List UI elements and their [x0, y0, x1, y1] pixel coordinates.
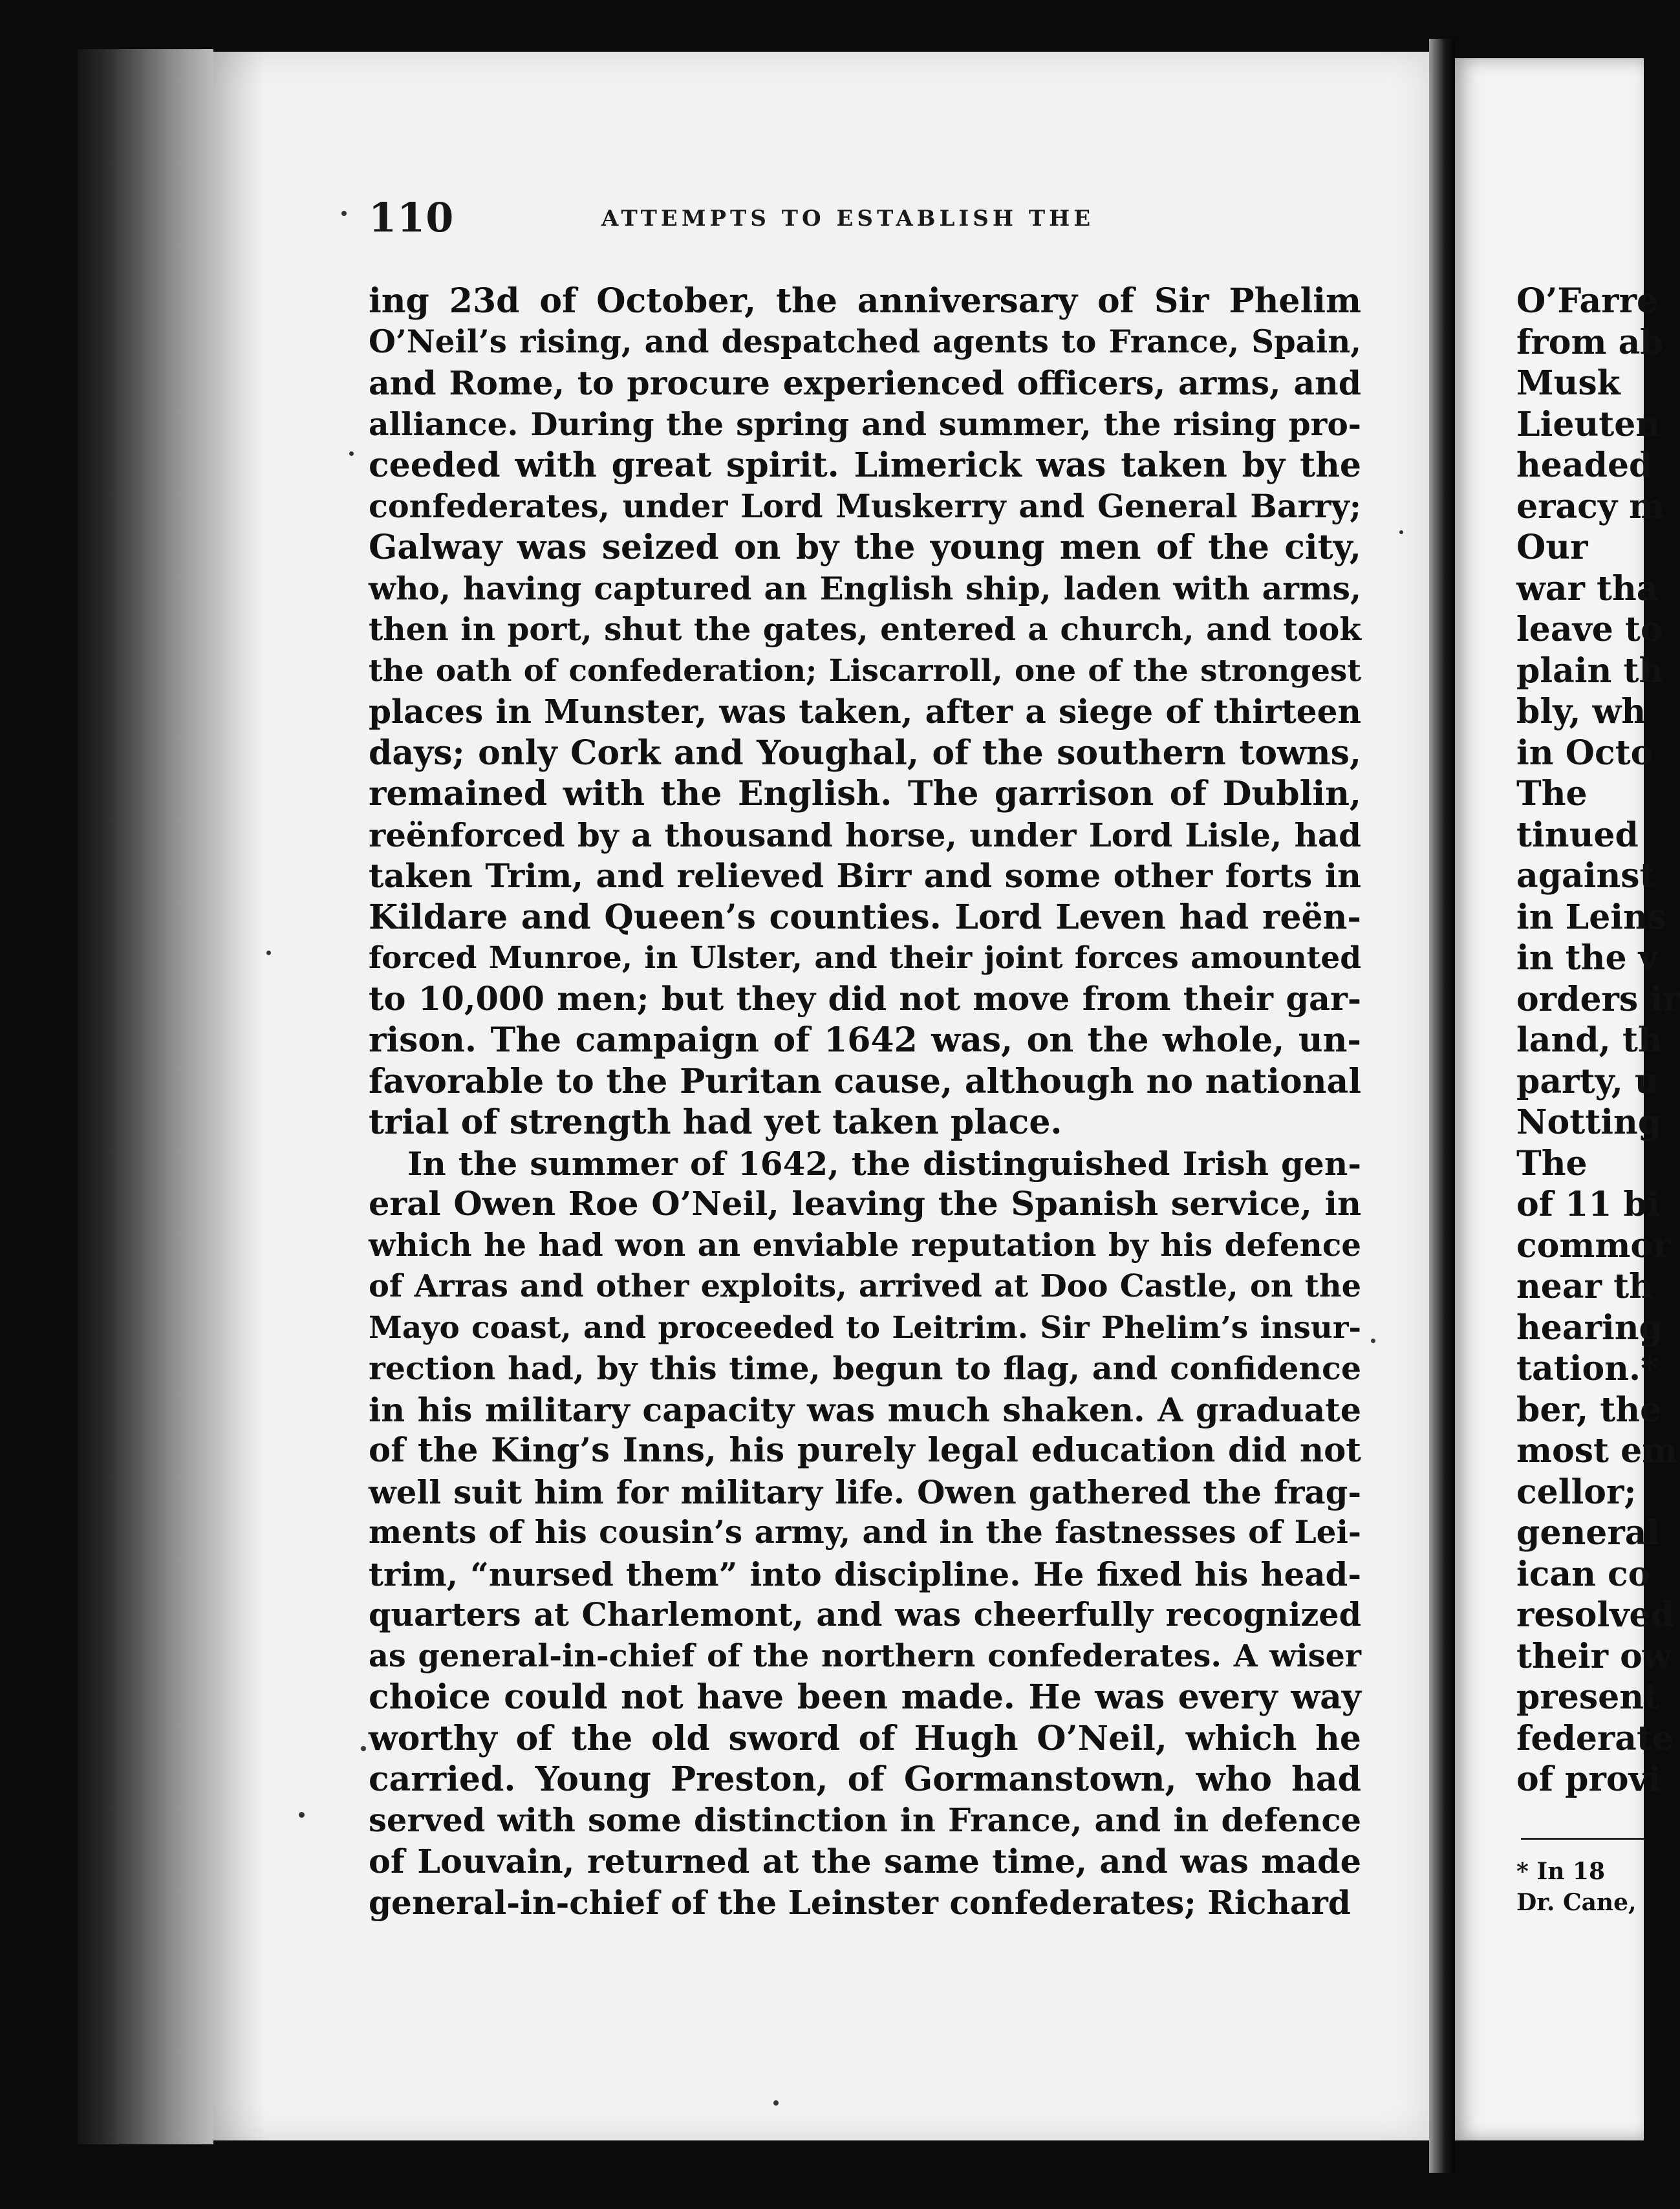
right-page-line: commor: [1516, 1225, 1671, 1266]
right-page-line: tation.*: [1516, 1349, 1659, 1388]
right-page-line: ican co: [1516, 1554, 1651, 1594]
right-page-line: against: [1516, 856, 1655, 896]
text-line: served with some distinction in France, and in defence: [369, 1801, 1361, 1839]
text-line: trial of strength had yet taken place.: [369, 1103, 1062, 1142]
right-page-line: hearing: [1516, 1308, 1663, 1348]
text-line: O’Neil’s rising, and despatched agents to France, Spain,: [369, 323, 1361, 360]
right-page-line: in Leins: [1516, 897, 1667, 937]
right-page-line: ber, the: [1516, 1390, 1662, 1430]
right-page-line: plain th: [1516, 651, 1664, 691]
right-page-line: orders ir: [1516, 979, 1680, 1019]
right-page-line: party, u: [1516, 1061, 1659, 1101]
right-page-line: most em: [1516, 1431, 1678, 1471]
text-line: Mayo coast, and proceeded to Leitrim. Sir Phelim’s insur-: [369, 1309, 1361, 1346]
right-page-line: of 11 bi: [1516, 1185, 1660, 1224]
text-line: trim, “nursed them” into discipline. He fixed his head-: [369, 1555, 1361, 1593]
right-page-footnote-line: Dr. Cane,: [1516, 1889, 1637, 1916]
right-page-line: The: [1516, 774, 1588, 814]
right-page-line: tinued: [1516, 815, 1639, 855]
right-page-line: land, th: [1516, 1020, 1663, 1060]
text-line: confederates, under Lord Muskerry and General Barry;: [369, 487, 1361, 525]
page-number: 110: [369, 194, 455, 241]
text-line: choice could not have been made. He was every way: [369, 1677, 1361, 1717]
text-line: rison. The campaign of 1642 was, on the whole, un-: [369, 1020, 1361, 1060]
text-line: in his military capacity was much shaken. A graduate: [369, 1390, 1361, 1429]
running-head: [369, 194, 1164, 246]
text-line: ing 23d of October, the anniversary of Sir Phelim: [369, 281, 1361, 321]
right-page-line: resolved: [1516, 1595, 1674, 1635]
scan-speck: [341, 211, 347, 216]
right-page-line: near th: [1516, 1267, 1653, 1306]
text-line: general-in-chief of the Leinster confederates; Richard: [369, 1883, 1351, 1922]
text-line: taken Trim, and relieved Birr and some other forts in: [369, 856, 1361, 895]
page-stack-edge: [78, 49, 213, 2144]
right-page-line: Our: [1516, 528, 1588, 567]
text-line: as general-in-chief of the northern confederates. A wiser: [369, 1637, 1361, 1674]
right-page-line: from ab: [1516, 322, 1664, 362]
text-line: well suit him for military life. Owen gathered the frag-: [369, 1472, 1361, 1511]
right-page-line: Musk: [1516, 363, 1621, 403]
text-line: ments of his cousin’s army, and in the fastnesses of Lei-: [369, 1514, 1361, 1551]
right-page-line: leave to: [1516, 610, 1663, 649]
right-page-line: general: [1516, 1513, 1660, 1553]
text-line: eral Owen Roe O’Neil, leaving the Spanish service, in: [369, 1185, 1361, 1223]
text-line: favorable to the Puritan cause, although no national: [369, 1061, 1361, 1101]
book-gutter: [1429, 39, 1455, 2173]
right-page-line: of provi: [1516, 1760, 1661, 1799]
right-page-line: in the v: [1516, 938, 1658, 978]
text-line: alliance. During the spring and summer, the rising pro-: [369, 405, 1361, 443]
text-line: reënforced by a thousand horse, under Lord Lisle, had: [369, 815, 1361, 854]
text-line: In the summer of 1642, the distinguished Irish gen-: [407, 1144, 1361, 1183]
right-page-line: headed: [1516, 446, 1653, 485]
scan-speck: [266, 951, 271, 955]
text-line: quarters at Charlemont, and was cheerfully recognized: [369, 1596, 1361, 1633]
text-line: forced Munroe, in Ulster, and their joint forces amounted: [369, 940, 1361, 976]
text-line: of Louvain, returned at the same time, and was made: [369, 1842, 1361, 1880]
text-line: days; only Cork and Youghal, of the southern towns,: [369, 733, 1361, 773]
text-line: ceeded with great spirit. Limerick was taken by the: [369, 446, 1361, 485]
text-line: the oath of confederation; Liscarroll, one of the strongest: [369, 652, 1361, 689]
text-line: Kildare and Queen’s counties. Lord Leven had reën-: [369, 897, 1361, 937]
right-page-line: O’Farre: [1516, 281, 1659, 321]
scan-speck: [1371, 1339, 1375, 1343]
text-line: who, having captured an English ship, laden with arms,: [369, 569, 1361, 607]
right-page-line: war tha: [1516, 568, 1659, 609]
text-line: to 10,000 men; but they did not move from their gar-: [369, 979, 1361, 1018]
text-line: worthy of the old sword of Hugh O’Neil, which he: [369, 1718, 1361, 1758]
text-line: rection had, by this time, begun to flag, and confidence: [369, 1350, 1361, 1387]
right-page-line: present: [1516, 1677, 1660, 1717]
right-page-line: bly, wh: [1516, 692, 1646, 731]
scan-speck: [773, 2100, 779, 2106]
text-line: places in Munster, was taken, after a siege of thirteen: [369, 693, 1361, 731]
scan-speck: [1399, 530, 1403, 534]
running-head-title: ATTEMPTS TO ESTABLISH THE: [601, 206, 1095, 232]
right-page-footnote-line: * In 18: [1516, 1858, 1606, 1885]
footnote-rule: [1521, 1838, 1644, 1840]
scan-speck: [349, 451, 354, 456]
right-page-line: federate: [1516, 1718, 1674, 1758]
scan-speck: [361, 1746, 366, 1751]
right-page-line: The: [1516, 1143, 1588, 1183]
text-line: of Arras and other exploits, arrived at Doo Castle, on the: [369, 1268, 1361, 1304]
right-page-line: cellor;: [1516, 1472, 1637, 1512]
text-line: carried. Young Preston, of Gormanstown, who had: [369, 1760, 1361, 1799]
text-line: which he had won an enviable reputation by his defence: [369, 1227, 1361, 1264]
right-page-line: their ow: [1516, 1636, 1672, 1676]
right-page-line: eracy m: [1516, 486, 1665, 526]
right-page-footnotes: [1516, 1856, 1644, 1918]
text-line: remained with the English. The garrison of Dublin,: [369, 774, 1361, 814]
right-page-line: in Octo: [1516, 733, 1653, 773]
text-line: and Rome, to procure experienced officers, arms, and: [369, 364, 1361, 402]
body-text: [369, 281, 1361, 1923]
scan-speck: [299, 1812, 305, 1818]
text-line: then in port, shut the gates, entered a church, and took: [369, 611, 1361, 648]
right-page-line: Lieuten: [1516, 404, 1661, 444]
right-page-line: Notting: [1516, 1103, 1662, 1142]
text-line: Galway was seized on by the young men of the city,: [369, 528, 1361, 567]
text-line: of the King’s Inns, his purely legal education did not: [369, 1431, 1361, 1470]
right-page-text: [1516, 281, 1680, 1800]
